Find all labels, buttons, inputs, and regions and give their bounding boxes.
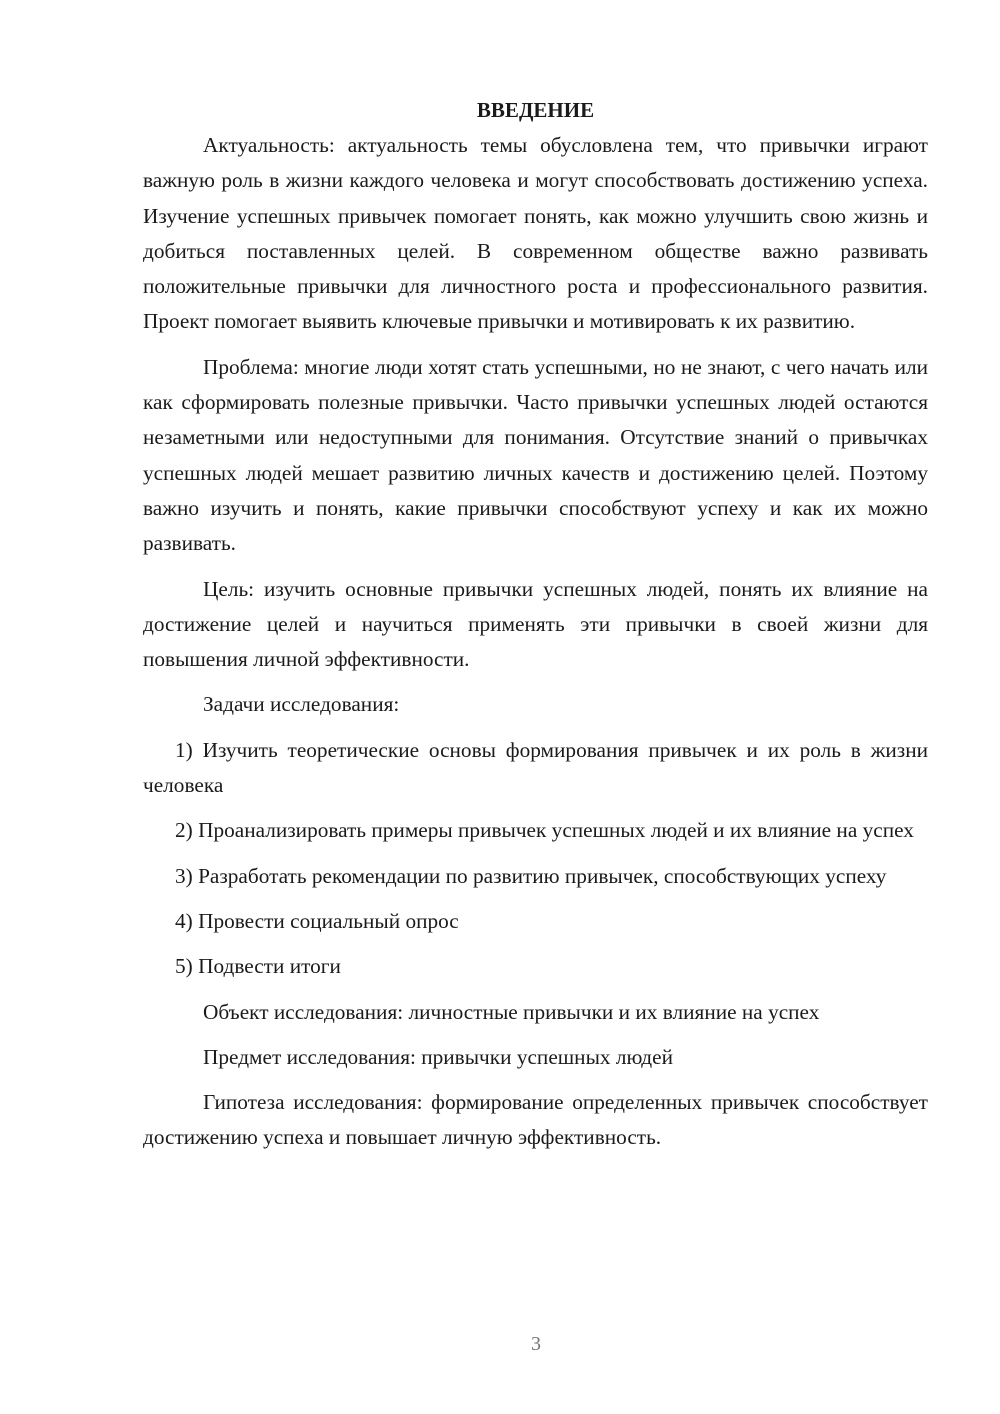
relevance-paragraph: Актуальность: актуальность темы обусловлена тем, что привычки играют важную роль в жизни каждого человека и могут способствовать достижению успеха. Изучение успешных привычек помогает понять, как можно улучшить свою жизнь и добиться поставленных целей. В современном обществе важно развивать положительные привычки для личностного роста и профессионального развития. Проект помогает выявить ключевые привычки и мотивировать к их развитию. bbox=[143, 133, 928, 334]
task-item: 4) Провести социальный опрос bbox=[175, 908, 459, 933]
task-item: 1) Изучить теоретические основы формирования привычек и их роль в жизни человека bbox=[143, 737, 928, 798]
subject-paragraph: Предмет исследования: привычки успешных людей bbox=[203, 1044, 673, 1069]
task-item: 3) Разработать рекомендации по развитию привычек, способствующих успеху bbox=[175, 863, 887, 888]
task-item: 2) Проанализировать примеры привычек успешных людей и их влияние на успех bbox=[175, 818, 914, 843]
goal-paragraph: Цель: изучить основные привычки успешных людей, понять их влияние на достижение целей и научиться применять эти привычки в своей жизни для повышения личной эффективности. bbox=[143, 576, 928, 672]
task-item: 5) Подвести итоги bbox=[175, 954, 341, 979]
object-paragraph: Объект исследования: личностные привычки и их влияние на успех bbox=[203, 999, 820, 1024]
hypothesis-paragraph: Гипотеза исследования: формирование определенных привычек способствует достижению успеха и повышает личную эффективность. bbox=[143, 1090, 928, 1150]
page-number: 3 bbox=[531, 1333, 541, 1355]
tasks-heading: Задачи исследования: bbox=[203, 692, 400, 717]
problem-paragraph: Проблема: многие люди хотят стать успешными, но не знают, с чего начать или как сформировать полезные привычки. Часто привычки успешных людей остаются незаметными или недоступными для понимания. Отсутствие знаний о привычках успешных людей мешает развитию личных качеств и достижению целей. Поэтому важно изучить и понять, какие привычки способствуют успеху и как их можно развивать. bbox=[143, 354, 928, 556]
document-page bbox=[143, 93, 928, 1156]
page-title: ВВЕДЕНИЕ bbox=[476, 98, 595, 122]
